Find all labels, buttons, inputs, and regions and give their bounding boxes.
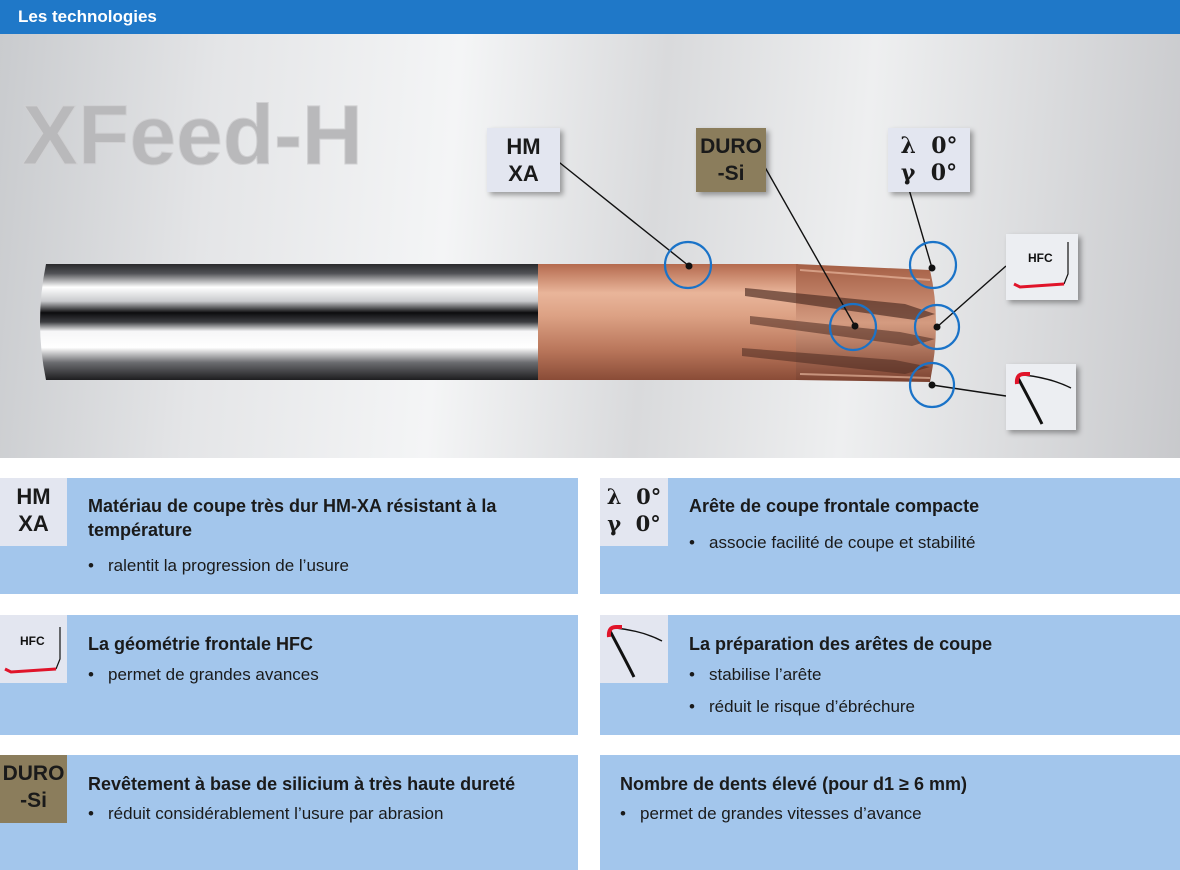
edge-preparation-icon (600, 615, 668, 683)
hmxa-label: HM XA (487, 128, 560, 192)
bullet-item: • ralentit la progression de l’usure (88, 556, 349, 575)
card-hmxa-material (0, 478, 578, 594)
bullet-item: • permet de grandes avances (88, 665, 319, 684)
duro-si-icon: DURO -Si (0, 755, 67, 823)
bullet-item: • stabilise l’arête (689, 665, 822, 684)
duro-si-label: DURO -Si (696, 128, 766, 192)
hfc-label (1006, 234, 1078, 300)
angle-icon: λ 0° γ 0° (600, 478, 668, 546)
bullet-item: • associe facilité de coupe et stabilité (689, 533, 976, 552)
card-teeth-number (600, 755, 1180, 870)
card-hfc-geometry (0, 615, 578, 735)
product-name-text: XFeed-H (22, 88, 363, 182)
angle-label: λ 0° γ 0° (888, 128, 970, 192)
section-header (0, 0, 1180, 34)
product-hero-image (0, 34, 1180, 458)
hmxa-icon: HM XA (0, 478, 67, 546)
card-title: Revêtement à base de silicium à très haute dureté (88, 774, 516, 794)
card-title: Nombre de dents élevé (pour d1 ≥ 6 mm) (620, 774, 967, 794)
bullet-item: • permet de grandes vitesses d’avance (620, 804, 922, 823)
tool-shank (40, 264, 540, 380)
card-frontal-edge (600, 478, 1180, 594)
section-title: Les technologies (18, 7, 157, 26)
reamer-illustration (0, 34, 1180, 458)
card-title: Arête de coupe frontale compacte (689, 496, 980, 516)
svg-text:HFC: HFC (1028, 251, 1053, 265)
card-title: La préparation des arêtes de coupe (689, 634, 993, 654)
bullet-item: • réduit le risque d’ébréchure (689, 697, 916, 716)
hfc-geometry-icon (1006, 234, 1078, 300)
edge-prep-label (1006, 364, 1076, 430)
hfc-geometry-icon (0, 615, 67, 683)
card-duro-coating (0, 755, 578, 870)
svg-text:HFC: HFC (20, 634, 45, 648)
card-title: Matériau de coupe très dur HM-XA résistant à la température (88, 496, 497, 540)
edge-preparation-icon (1006, 364, 1076, 430)
card-title: La géométrie frontale HFC (88, 634, 314, 654)
card-edge-preparation (600, 615, 1180, 735)
bullet-item: • réduit considérablement l’usure par abrasion (88, 804, 444, 823)
